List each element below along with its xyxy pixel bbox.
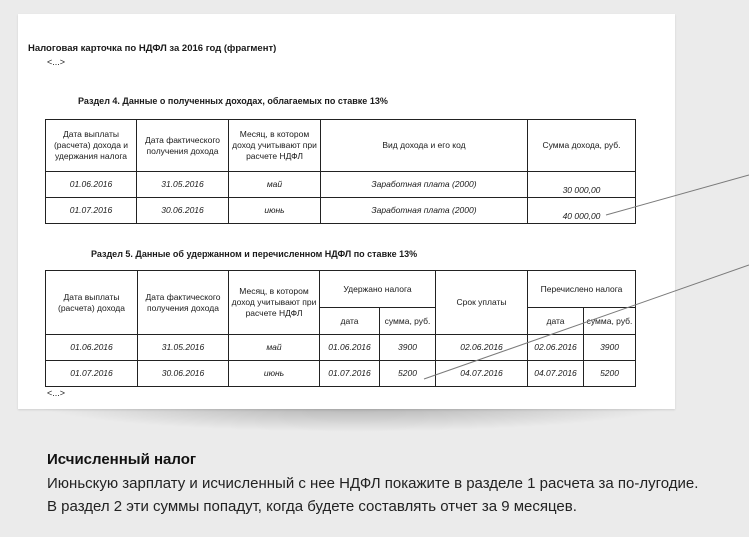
s4-header-month: Месяц, в котором доход учитывают при расчете НДФЛ	[229, 120, 321, 172]
section4-title: Раздел 4. Данные о полученных доходах, облагаемых по ставке 13%	[78, 96, 388, 106]
s5-cell: 3900	[584, 335, 636, 361]
s5-cell: 04.07.2016	[528, 361, 584, 387]
s5-header-withheld: Удержано налога	[320, 271, 436, 308]
document-title: Налоговая карточка по НДФЛ за 2016 год (фрагмент)	[28, 43, 277, 54]
leader-line-income	[606, 175, 749, 215]
section5-title: Раздел 5. Данные об удержанном и перечисленном НДФЛ по ставке 13%	[91, 249, 418, 259]
s5-cell: 01.06.2016	[320, 335, 380, 361]
s5-subheader-sum: сумма, руб.	[380, 308, 436, 335]
callout-title: Исчисленный налог	[47, 451, 197, 468]
s5-cell: 3900	[380, 335, 436, 361]
s5-subheader-date: дата	[320, 308, 380, 335]
s4-cell: Заработная плата (2000)	[321, 172, 528, 198]
s4-cell: 01.07.2016	[46, 198, 137, 224]
s4-header-pay-date: Дата выплаты (расчета) дохода и удержания налога	[46, 120, 137, 172]
s4-cell: июнь	[229, 198, 321, 224]
s5-subheader-date2: дата	[528, 308, 584, 335]
s5-header-fact-date: Дата фактического получения дохода	[138, 271, 229, 335]
s4-cell: 30.06.2016	[137, 198, 229, 224]
s5-header-transferred: Перечислено налога	[528, 271, 636, 308]
s4-cell: Заработная плата (2000)	[321, 198, 528, 224]
s4-cell: 01.06.2016	[46, 172, 137, 198]
s5-cell: 31.05.2016	[138, 335, 229, 361]
s4-header-fact-date: Дата фактического получения дохода	[137, 120, 229, 172]
s5-cell: 01.06.2016	[46, 335, 138, 361]
s5-cell: 01.07.2016	[46, 361, 138, 387]
s5-cell: июнь	[229, 361, 320, 387]
s5-cell: 5200	[380, 361, 436, 387]
s5-header-deadline: Срок уплаты	[436, 271, 528, 335]
s5-cell: 02.06.2016	[528, 335, 584, 361]
s5-subheader-sum2: сумма, руб.	[584, 308, 636, 335]
s4-header-income-sum: Сумма дохода, руб.	[528, 120, 636, 172]
s5-cell: май	[229, 335, 320, 361]
leader-line-tax	[424, 265, 749, 379]
s4-cell-sum: 40 000,00	[528, 198, 636, 224]
s5-header-pay-date: Дата выплаты (расчета) дохода	[46, 271, 138, 335]
s4-header-income-type: Вид дохода и его код	[321, 120, 528, 172]
ellipsis-bottom: <...>	[47, 388, 66, 398]
s4-cell-sum: 30 000,00	[528, 172, 636, 198]
s5-cell: 04.07.2016	[436, 361, 528, 387]
s5-cell: 02.06.2016	[436, 335, 528, 361]
s4-cell: май	[229, 172, 321, 198]
s5-cell: 5200	[584, 361, 636, 387]
callout-body: Июньскую зарплату и исчисленный с нее НДФЛ покажите в разделе 1 расчета за по-лугодие. В раздел 2 эти суммы попадут, когда будете составлять отчет за 9 месяцев.	[47, 475, 699, 515]
s5-cell: 01.07.2016	[320, 361, 380, 387]
s4-cell: 31.05.2016	[137, 172, 229, 198]
ellipsis-top: <...>	[47, 57, 66, 67]
s5-cell: 30.06.2016	[138, 361, 229, 387]
s5-header-month: Месяц, в котором доход учитывают при расчете НДФЛ	[229, 271, 320, 335]
